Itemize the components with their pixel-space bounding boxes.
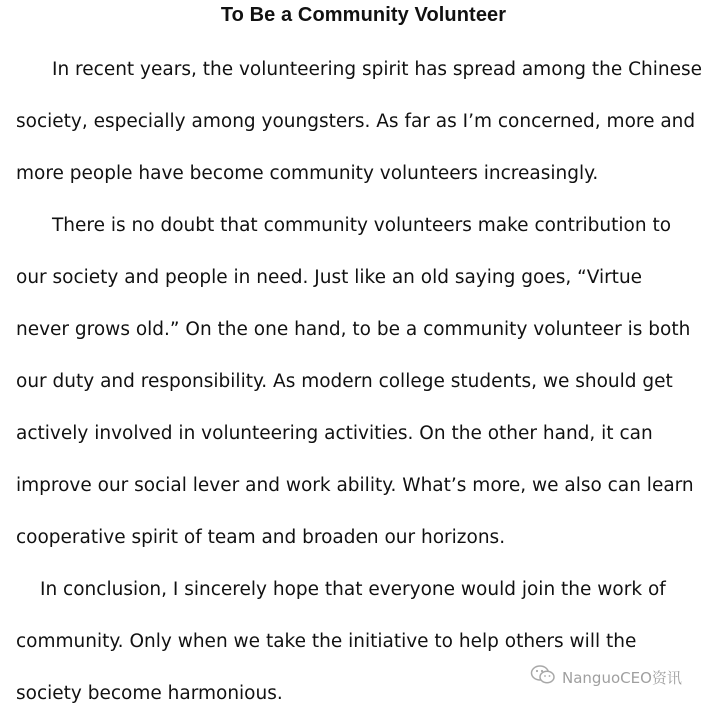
paragraph-line: more people have become community volunteers increasingly. — [16, 163, 599, 184]
paragraph-2 — [16, 200, 716, 564]
paragraph-line: cooperative spirit of team and broaden our horizons. — [16, 527, 506, 548]
paragraph-line: actively involved in volunteering activities. On the other hand, it can — [16, 423, 653, 444]
watermark — [530, 664, 682, 690]
paragraph-line: community. Only when we take the initiative to help others will the — [16, 631, 637, 652]
paragraph-line: In conclusion, I sincerely hope that everyone would join the work of — [40, 579, 666, 600]
paragraph-line: improve our social lever and work ability. What’s more, we also can learn — [16, 475, 694, 496]
paragraph-3 — [16, 564, 716, 720]
paragraph-line: There is no doubt that community volunteers make contribution to — [52, 215, 672, 236]
watermark-text: NanguoCEO资讯 — [562, 668, 682, 687]
paragraph-1 — [16, 44, 716, 200]
paragraph-line: In recent years, the volunteering spirit has spread among the Chinese — [52, 59, 703, 80]
paragraph-line: our duty and responsibility. As modern college students, we should get — [16, 371, 673, 392]
document-title: To Be a Community Volunteer — [220, 4, 507, 26]
paragraph-line: never grows old.” On the one hand, to be a community volunteer is both — [16, 319, 691, 340]
paragraph-line: our society and people in need. Just like an old saying goes, “Virtue — [16, 267, 643, 288]
paragraph-line: society become harmonious. — [16, 683, 283, 704]
paragraph-line: society, especially among youngsters. As far as I’m concerned, more and — [16, 111, 696, 132]
wechat-icon — [530, 664, 562, 690]
